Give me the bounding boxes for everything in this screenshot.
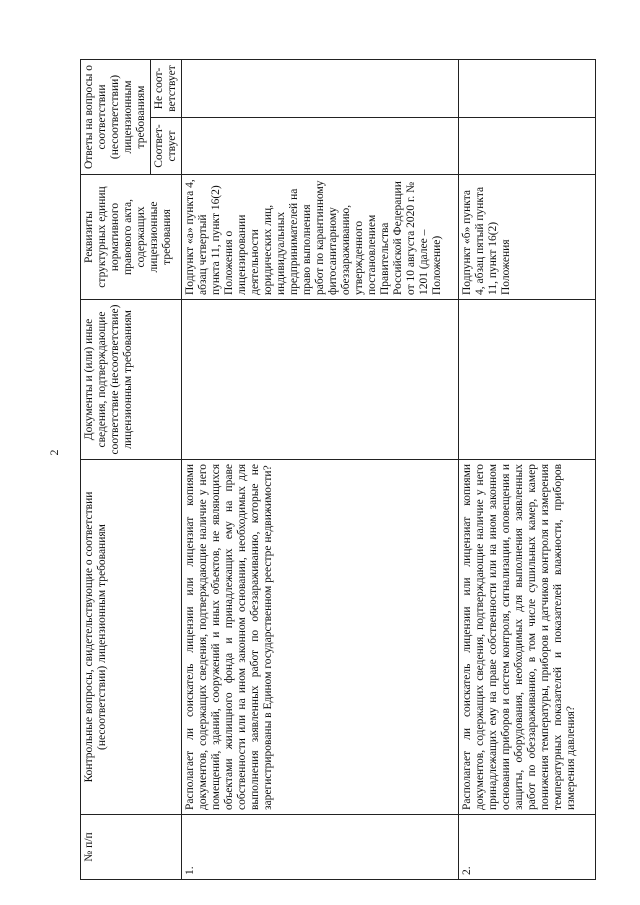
header-question: Контрольные вопросы, свидетельствующие о соответствии (несоответствии) лицензионным требованиям [81,460,182,815]
row-number: 2. [459,815,596,880]
row-not-complies-cell[interactable] [459,59,596,117]
row-complies-cell[interactable] [182,118,459,175]
header-answers: Ответы на вопросы о соответствии (несоответствии) лицензионным требованиям [81,59,151,174]
checklist-table [80,59,596,880]
table-row [182,59,459,879]
header-not-complies: Не соот-ветствует [151,59,182,117]
row-requisites: Подпункт «б» пункта 4, абзац пятый пункта 11, пункт 16(2) Положения [459,175,596,300]
row-question: Располагает ли соискатель лицензии или лицензиат копиями документов, содержащих сведения, подтверждающие наличие у него помещений, зданий, сооружений и иных объектов, не являющихся объектами жилищного фонда и принадлежащих ему на праве собственности или на ином законном основании, необходимых для выполнения заявленных работ по обеззараживанию, которые не зарегистрированы в Едином государственном реестре недвижимости? [182,460,459,815]
row-not-complies-cell[interactable] [182,59,459,117]
row-documents [182,300,459,460]
header-documents: Документы и (или) иные сведения, подтверждающие соответствие (несоответствие) лицензионным требованиям [81,300,182,460]
header-complies: Соответ-ствует [151,118,182,175]
table-row [459,59,596,879]
header-requisites: Реквизиты структурных единиц нормативного правового акта, содержащих лицензионные требования [81,175,182,300]
row-number: 1. [182,815,459,880]
row-documents [459,300,596,460]
header-number: № п/п [81,815,182,880]
page-number: 2 [47,449,61,456]
row-complies-cell[interactable] [459,118,596,175]
row-question: Располагает ли соискатель лицензии или лицензиат копиями документов, содержащих сведения, подтверждающие наличие у него принадлежащих ему на праве собственности или на ином законном основании приборов и систем контроля, сигнализации, оповещения и защиты, оборудования, необходимых для выполнения заявленных работ по обеззараживанию, в том числе сушильных камер, камер понижения температуры, приборов и датчиков контроля и измерения температурных показателей и показателей влажности, приборов измерения давления? [459,460,596,815]
header-row [81,59,151,879]
row-requisites: Подпункт «а» пункта 4, абзац четвертый пункта 11, пункт 16(2) Положения о лицензировании деятельности юридических лиц, индивидуальных предпринимателей на право выполнения работ по карантинному фитосанитарному обеззараживанию, утвержденного постановлением Правительства Российской Федерации от 10 августа 2020 г. № 1201 (далее – Положение) [182,175,459,300]
